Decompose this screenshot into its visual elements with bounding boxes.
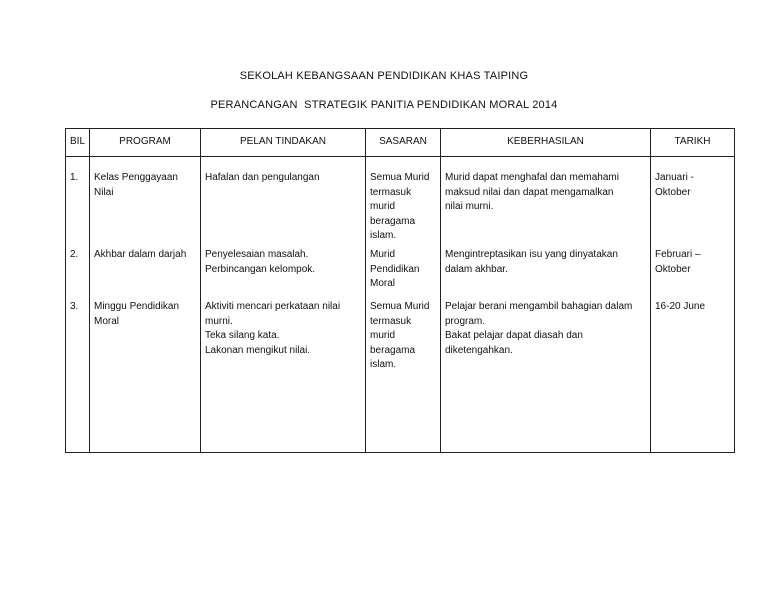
cell-text-line: 16-20 June <box>655 301 706 312</box>
cell-keberhasilan <box>441 300 651 453</box>
column-header-tarikh: TARIKH <box>651 129 735 157</box>
cell-text-line: Teka silang kata. <box>205 330 280 341</box>
cell-sasaran <box>366 300 441 453</box>
cell-text-line: dalam akhbar. <box>445 263 508 275</box>
table-row <box>66 248 735 300</box>
column-header-bil: BIL <box>66 129 90 157</box>
cell-tarikh <box>651 248 735 300</box>
cell-text-line: termasuk <box>370 186 412 198</box>
cell-text-line: beragama <box>370 344 416 356</box>
cell-text-line: Moral <box>370 278 396 289</box>
cell-tarikh <box>651 300 735 453</box>
cell-program <box>90 157 201 249</box>
cell-text-line: islam. <box>370 359 397 370</box>
table-header-row <box>66 129 735 157</box>
cell-text-line: program. <box>445 315 486 327</box>
cell-text-line: Oktober <box>655 263 691 275</box>
school-title: SEKOLAH KEBANGSAAN PENDIDIKAN KHAS TAIPING <box>239 70 529 82</box>
cell-text-line: Pendidikan <box>370 263 420 275</box>
cell-text-line: Perbincangan kelompok. <box>205 263 316 275</box>
cell-text-line: Mengintreptasikan isu yang dinyatakan <box>445 249 618 260</box>
cell-pelan-tindakan <box>201 248 366 300</box>
cell-text-line: Moral <box>94 315 120 327</box>
strategic-plan-table <box>65 128 735 453</box>
cell-text-line: islam. <box>370 230 397 241</box>
cell-pelan-tindakan <box>201 300 366 453</box>
cell-text-line: diketengahkan. <box>445 344 513 356</box>
cell-sasaran <box>366 157 441 249</box>
cell-text-line: Januari - <box>655 172 694 183</box>
cell-sasaran <box>366 248 441 300</box>
cell-program <box>90 300 201 453</box>
cell-text-line: Murid <box>370 249 396 260</box>
table-row <box>66 300 735 453</box>
cell-text-line: Pelajar berani mengambil bahagian dalam <box>445 301 633 312</box>
cell-text-line: maksud nilai dan dapat mengamalkan <box>445 186 614 198</box>
cell-text-line: Lakonan mengikut nilai. <box>205 344 311 356</box>
column-header-keberhasilan: KEBERHASILAN <box>441 129 651 157</box>
cell-text-line: Semua Murid <box>370 301 430 312</box>
cell-text-line: murni. <box>205 315 233 327</box>
column-header-program: PROGRAM <box>90 129 201 157</box>
cell-text-line: Hafalan dan pengulangan <box>205 172 320 183</box>
table-row <box>66 157 735 249</box>
cell-text-line: murid <box>370 330 396 341</box>
cell-keberhasilan <box>441 248 651 300</box>
cell-text-line: Oktober <box>655 186 691 198</box>
cell-bil: 2. <box>66 248 90 300</box>
cell-text-line: termasuk <box>370 315 412 327</box>
cell-pelan-tindakan <box>201 157 366 249</box>
cell-text-line: Bakat pelajar dapat diasah dan <box>445 330 583 341</box>
column-header-sasaran: SASARAN <box>366 129 441 157</box>
cell-text-line: beragama <box>370 215 416 227</box>
cell-text-line: Penyelesaian masalah. <box>205 249 309 260</box>
cell-bil: 1. <box>66 157 90 249</box>
cell-keberhasilan <box>441 157 651 249</box>
plan-title: PERANCANGAN STRATEGIK PANITIA PENDIDIKAN MORAL 2014 <box>210 99 558 111</box>
cell-tarikh <box>651 157 735 249</box>
cell-text-line: Nilai <box>94 186 114 198</box>
cell-text-line: nilai murni. <box>445 201 494 212</box>
cell-text-line: Akhbar dalam darjah <box>94 249 187 260</box>
cell-program <box>90 248 201 300</box>
cell-bil: 3. <box>66 300 90 453</box>
cell-text-line: murid <box>370 201 396 212</box>
cell-text-line: Minggu Pendidikan <box>94 301 180 312</box>
cell-text-line: Murid dapat menghafal dan memahami <box>445 172 619 183</box>
column-header-pelan-tindakan: PELAN TINDAKAN <box>201 129 366 157</box>
cell-text-line: Aktiviti mencari perkataan nilai <box>205 301 341 312</box>
cell-text-line: Kelas Penggayaan <box>94 172 178 183</box>
cell-text-line: Februari – <box>655 249 701 260</box>
cell-text-line: Semua Murid <box>370 172 430 183</box>
